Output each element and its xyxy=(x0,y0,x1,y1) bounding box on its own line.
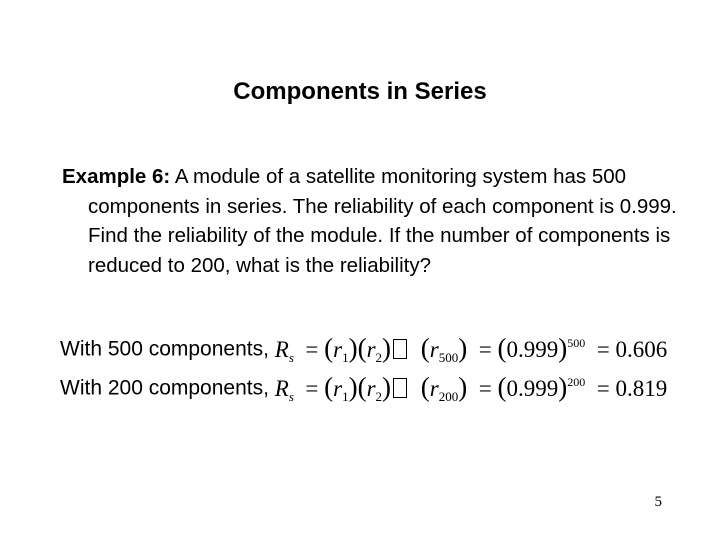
result-value: 0.606 xyxy=(615,337,668,362)
equation-label: With 200 components xyxy=(60,376,264,400)
example-text: A module of a satellite monitoring system has 500 components in series. The reliability of each component is 0.999. Find the reliability of the module. If the number of components is reduced to 200, what is the reliability? xyxy=(88,165,677,277)
slide-title: Components in Series xyxy=(233,78,487,105)
example-label: Example 6: xyxy=(62,165,171,188)
equation-row-500: With 500 components, $R_s = (r_1)(r_2) (r_{500}) = (0.999)^{500} = 0.606$ xyxy=(60,333,668,365)
equation-label: With 500 components xyxy=(60,337,264,361)
equation-row-200: With 200 components, $R_s = (r_1)(r_2) (r_{200}) = (0.999)^{200} = 0.819$ xyxy=(60,372,668,404)
page-number: 5 xyxy=(654,494,662,510)
reliability-formula: $R_s = (r_1)(r_2) (r_{500}) = (0.999)^{500} = 0.606$ xyxy=(274,333,668,365)
ellipsis-placeholder-icon xyxy=(393,378,407,398)
result-value: 0.819 xyxy=(615,376,668,401)
example-paragraph xyxy=(62,162,698,280)
ellipsis-placeholder-icon xyxy=(393,339,407,359)
reliability-formula: $R_s = (r_1)(r_2) (r_{200}) = (0.999)^{200} = 0.819$ xyxy=(274,372,668,404)
